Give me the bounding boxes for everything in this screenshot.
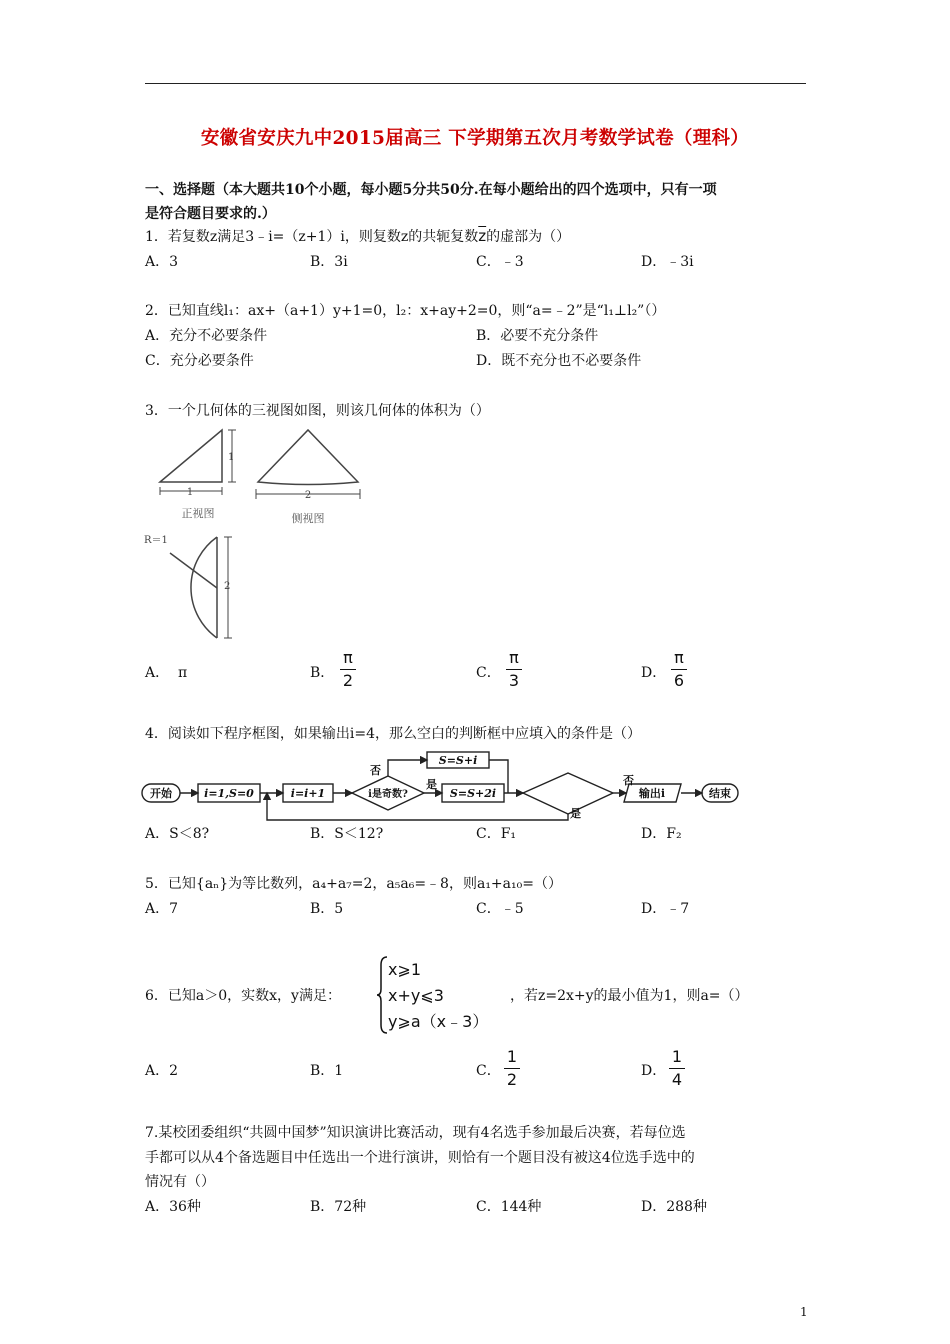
front-len-label: 1 [186, 487, 194, 498]
flow-init-label: i=1,S=0 [204, 787, 254, 800]
q6-option-b[interactable]: B．1 [310, 1063, 344, 1079]
q3-option-a-value: π [178, 665, 188, 681]
q7-option-c[interactable]: C．144种 [476, 1199, 542, 1215]
q3-option-a-label: A． [145, 665, 170, 681]
q5-option-c[interactable]: C．﹣5 [476, 901, 524, 917]
flow-inc-label: i=i+1 [290, 787, 326, 800]
front-caption: 正视图 [181, 507, 215, 520]
q5-option-d[interactable]: D．﹣7 [641, 901, 690, 917]
q1-conjugate-z: $\overline{z}$ [478, 227, 487, 245]
q5-option-b[interactable]: B．5 [310, 901, 344, 917]
q1-option-d[interactable]: D．﹣3i [641, 254, 694, 270]
top-height-label: 2 [224, 581, 231, 592]
q6-option-a[interactable]: A．2 [145, 1063, 179, 1079]
q5-option-a[interactable]: A．7 [145, 901, 179, 917]
page-number: 1 [800, 1305, 808, 1319]
q6-d-denominator: 4 [671, 1070, 683, 1089]
q3-d-numerator: π [674, 648, 684, 667]
q1-option-b[interactable]: B．3i [310, 254, 348, 270]
q4-flowchart [140, 748, 765, 824]
q1-stem-b: 的虚部为（） [486, 229, 571, 245]
q3-c-denominator: 3 [508, 671, 520, 690]
flow-cond2 [523, 773, 613, 814]
q3-d-denominator: 6 [673, 671, 685, 690]
q7-stem-line1: 7.某校团委组织“共圆中国梦”知识演讲比赛活动，现有4名选手参加最后决赛，若每位选 [145, 1125, 686, 1141]
side-view [256, 430, 360, 499]
flow-cond-label: i是奇数? [368, 789, 408, 800]
q3-option-b-label[interactable]: B． [310, 665, 335, 681]
flow-start-label: 开始 [150, 787, 172, 800]
q2-option-d[interactable]: D．既不充分也不必要条件 [476, 353, 642, 369]
q2-stem: 2．已知直线l₁：ax+（a+1）y+1=0，l₂：x+ay+2=0，则“a=﹣2”是“l₁⊥l₂”（） [145, 303, 666, 319]
q6-option-d-label[interactable]: D． [641, 1063, 667, 1079]
q6-stem-a: 6．已知a＞0，实数x，y满足： [145, 988, 341, 1004]
q6-brace [376, 955, 388, 1035]
page-title: 安徽省安庆九中2015届高三 下学期第五次月考数学试卷（理科） [200, 128, 750, 149]
q3-c-numerator: π [509, 648, 519, 667]
q3-option-b-fraction [340, 649, 356, 690]
q3-stem: 3．一个几何体的三视图如图，则该几何体的体积为（） [145, 403, 490, 419]
front-view [160, 430, 236, 495]
q3-option-d-label[interactable]: D． [641, 665, 667, 681]
side-caption: 侧视图 [291, 512, 325, 525]
q3-b-numerator: π [343, 648, 353, 667]
flow-no-label: 否 [370, 764, 381, 777]
q2-option-c[interactable]: C．充分必要条件 [145, 353, 254, 369]
q3-option-a[interactable] [145, 664, 187, 682]
q6-option-c-fraction [504, 1048, 520, 1089]
q7-option-b[interactable]: B．72种 [310, 1199, 367, 1215]
q6-stem-b: ，若z=2x+y的最小值为1，则a=（） [510, 988, 749, 1004]
q1-option-a[interactable]: A．3 [145, 254, 179, 270]
flow-yes-label: 是 [426, 778, 437, 791]
q6-c-denominator: 2 [506, 1070, 518, 1089]
q3-option-c-label[interactable]: C． [476, 665, 501, 681]
q6-constraint-system [388, 957, 488, 1035]
q6-option-c-label[interactable]: C． [476, 1063, 501, 1079]
q6-constraint-3: y⩾a（x﹣3） [388, 1012, 489, 1031]
q6-d-numerator: 1 [671, 1047, 683, 1066]
q3-option-c-fraction [506, 649, 522, 690]
q3-three-views-figure [140, 425, 370, 650]
q6-option-d-fraction [669, 1048, 685, 1089]
q2-option-b[interactable]: B．必要不充分条件 [476, 328, 599, 344]
q1-stem [145, 227, 570, 246]
q1-stem-a: 1．若复数z满足3﹣i=（z+1）i，则复数z的共轭复数 [145, 229, 479, 245]
q4-option-b[interactable]: B．S＜12? [310, 826, 384, 842]
q3-option-d-fraction [671, 649, 687, 690]
section-heading-line1: 一、选择题（本大题共10个小题，每小题5分共50分.在每小题给出的四个选项中，只有一项 [145, 182, 717, 198]
flow-end-label: 结束 [709, 787, 731, 800]
q5-stem: 5．已知{aₙ}为等比数列，a₄+a₇=2，a₅a₆=﹣8，则a₁+a₁₀=（） [145, 876, 562, 892]
q1-option-c[interactable]: C．﹣3 [476, 254, 524, 270]
q6-c-numerator: 1 [506, 1047, 518, 1066]
flow-s2-label: S=S+2i [449, 787, 497, 800]
q3-b-denominator: 2 [342, 671, 354, 690]
side-len-label: 2 [304, 490, 312, 501]
q4-option-d[interactable]: D．F₂ [641, 826, 682, 842]
q4-option-a[interactable]: A．S＜8? [145, 826, 210, 842]
q2-option-a[interactable]: A．充分不必要条件 [145, 328, 268, 344]
header-rule [145, 83, 806, 84]
q7-stem-line2: 手都可以从4个备选题目中任选出一个进行演讲，则恰有一个题目没有被这4位选手选中的 [145, 1150, 695, 1166]
q7-option-d[interactable]: D．288种 [641, 1199, 707, 1215]
flow-yes2-label: 是 [570, 807, 581, 820]
front-height-label: 1 [228, 452, 235, 463]
q7-option-a[interactable]: A．36种 [145, 1199, 201, 1215]
q6-constraint-2: x+y⩽3 [388, 986, 444, 1005]
flow-s1-label: S=S+i [438, 754, 478, 767]
q4-stem: 4．阅读如下程序框图，如果输出i=4，那么空白的判断框中应填入的条件是（） [145, 726, 642, 742]
section-heading-line2: 是符合题目要求的.） [145, 206, 276, 222]
q4-option-c[interactable]: C．F₁ [476, 826, 517, 842]
top-radius-label: R＝1 [144, 535, 168, 546]
q7-stem-line3: 情况有（） [145, 1174, 215, 1190]
flow-no2-label: 否 [623, 774, 634, 787]
top-view [170, 537, 232, 638]
flow-output-label: 输出i [638, 787, 666, 800]
q6-constraint-1: x⩾1 [388, 960, 422, 979]
